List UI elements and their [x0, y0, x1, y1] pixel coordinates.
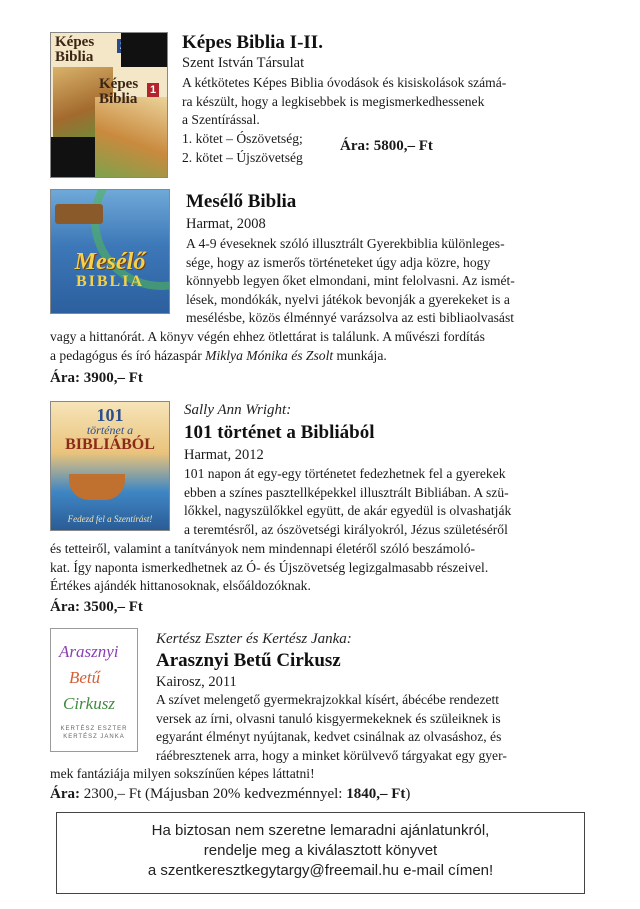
book-publisher: Szent István Társulat	[182, 55, 305, 71]
book-price: Ára: 3500,– Ft	[50, 599, 143, 615]
book-price: Ára: 3900,– Ft	[50, 370, 143, 386]
book-volumes: 1. kötet – Ószövetség; 2. kötet – Újszövetség	[182, 131, 303, 165]
cover-title: történet a	[86, 423, 134, 437]
book-price: Ára: 2300,– Ft (Májusban 20% kedvezménnyel: 1840,– Ft)	[50, 786, 411, 802]
book-title: 101 történet a Bibliából	[184, 422, 375, 443]
book-price: Ára: 5800,– Ft	[340, 138, 433, 154]
cover-subtitle: BIBLIA	[75, 273, 145, 290]
notice-line: Ha biztosan nem szeretne lemaradni ajánlatunkról,	[151, 822, 490, 839]
book-title: Mesélő Biblia	[186, 191, 297, 212]
cover-title: Képes Biblia	[99, 76, 139, 107]
book-publisher: Harmat, 2008	[186, 216, 266, 232]
book-cover-kepes-biblia	[50, 32, 168, 178]
cover-title: Képes Biblia	[55, 34, 95, 65]
cover-boat	[69, 474, 125, 500]
cover-volume-badge: 1	[147, 83, 159, 97]
cover-title: Cirkusz	[63, 694, 115, 713]
cover-illustration	[95, 97, 167, 177]
book-description-cont: és tetteiről, valamint a tanítványok nem mindennapi életéről szóló beszámoló- kat. Így naponta ismerkedhetnek az Ó- és Újszövetség legizgalmasabb részeivel. Értékes ajándék hittanosoknak, elsőáldozóknak.	[50, 541, 489, 594]
book-description: A szívet melengető gyermekrajzokkal kísért, ábécébe rendezett versek az írni, olvasni tanuló kisgyermekeknek és szüleiknek is egyaránt élményt nyújtanak, kedvet csinálnak az olvasáshoz, és ráébresztenek arra, hogy a minket körülvevő tárgyakat egy gyer-	[156, 692, 507, 763]
order-notice-box	[56, 812, 585, 894]
cover-title: Mesélő	[74, 249, 146, 275]
redaction-block	[121, 33, 168, 67]
book-author: Kertész Eszter és Kertész Janka:	[156, 631, 352, 647]
redaction-block	[51, 137, 95, 178]
book-cover-meselo-biblia	[50, 189, 170, 314]
cover-title: 101	[96, 405, 124, 425]
cover-title: Betű	[69, 668, 101, 687]
notice-line: rendelje meg a kiválasztott könyvet	[203, 842, 438, 859]
book-publisher: Kairosz, 2011	[156, 674, 237, 690]
book-publisher: Harmat, 2012	[184, 447, 264, 463]
cover-caption: Fedezd fel a Szentírást!	[67, 514, 153, 524]
cover-title: BIBLIÁBÓL	[65, 436, 155, 453]
cover-title: Arasznyi	[59, 642, 119, 661]
book-title: Arasznyi Betű Cirkusz	[156, 650, 341, 671]
book-author: Sally Ann Wright:	[184, 402, 292, 418]
book-title: Képes Biblia I-II.	[182, 32, 323, 53]
book-description: A 4-9 éveseknek szóló illusztrált Gyerekbiblia különleges- sége, hogy az ismerős történeteket úgy adja közre, hogy könnyebb legyen őket elmondani, mint felolvasni. Az ismét- lések, mondókák, nyelvi játékok bevonják a gyerekeket is a mesélésbe, közös élménnyé varázsolva az esti bibliaolvasást	[186, 236, 515, 326]
book-description-cont: mek fantáziája milyen sokszínűen képes láttatni!	[50, 766, 315, 781]
book-cover-101-tortenet	[50, 401, 170, 531]
book-description: A kétkötetes Képes Biblia óvodások és kisiskolások számá- ra készült, hogy a legkisebbek is megismerkedhessenek a Szentírással.	[182, 75, 507, 128]
book-description: 101 napon át egy-egy történetet fedezhetnek fel a gyerekek ebben a színes pasztellképekkel illusztrált Bibliában. A szü- lőkkel, nagyszülőkkel együtt, de akár egyedül is olvashatják a teremtésről, az ószövetségi királyokról, Jézus születéséről	[184, 466, 512, 537]
cover-authors: KERTÉSZ ESZTER KERTÉSZ JANKA	[60, 726, 128, 740]
book-cover-arasznyi-betu-cirkusz	[50, 628, 138, 752]
cover-ark	[55, 204, 103, 224]
book-description-cont: vagy a hittanórát. A könyv végén ehhez ötlettárat is találunk. A művészi fordítás a pedagógus és író házaspár Miklya Mónika és Zsolt munkája.	[50, 329, 485, 363]
notice-email-line[interactable]: a szentkeresztkegytargy@freemail.hu e-mail címen!	[147, 862, 494, 879]
